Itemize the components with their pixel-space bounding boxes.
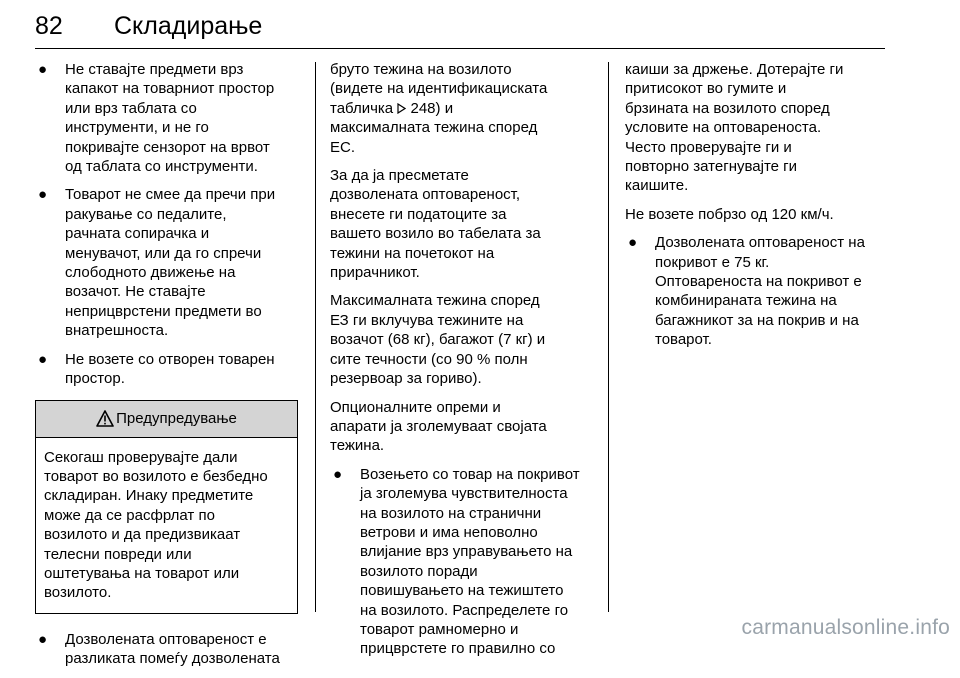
bullet-dot-icon: ● <box>38 186 48 204</box>
column-2 <box>330 60 592 668</box>
list-item <box>35 60 298 176</box>
header-rule <box>35 48 885 49</box>
paragraph: бруто тежина на возилото (видете на идентификациската табличка 248) и максималната тежина според ЕС. <box>330 61 548 156</box>
watermark: carmanualsonline.info <box>741 616 950 639</box>
page-reference[interactable]: 248) и <box>410 99 454 117</box>
paragraph: каиши за држење. Дотерајте ги притисокот во гумите и брзината на возилото според условите на оптовареноста. Често проверувајте ги и повторно затегнувајте ги каишите. <box>625 61 844 195</box>
list-item <box>625 233 887 349</box>
column-1 <box>35 60 298 678</box>
list-item <box>330 465 592 659</box>
bullet-text: Не возете со отворен товарен простор. <box>65 350 275 388</box>
warning-body: Секогаш проверувајте дали товарот во возилото е безбедно складиран. Инаку предметите може да се расфрлат по возилото и да предизвикаат телесни повреди или оштетувања на товарот или возилото. <box>44 448 268 602</box>
list-item <box>35 185 298 340</box>
page-number: 82 <box>35 12 63 40</box>
column-divider <box>315 62 316 612</box>
paragraph: За да ја пресметате дозволената оптовареност, внесете ги податоците за вашето возило во табелата за тежини на почетокот на прирачникот. <box>330 167 541 282</box>
warning-box <box>35 400 298 614</box>
column-divider <box>608 62 609 612</box>
paragraph: Не возете побрзо од 120 км/ч. <box>625 205 834 223</box>
warning-triangle-icon <box>96 410 114 427</box>
list-item <box>35 630 298 669</box>
reference-arrow-icon[interactable] <box>397 103 406 114</box>
bullet-dot-icon: ● <box>628 234 638 252</box>
warning-header <box>36 401 297 438</box>
bullet-dot-icon: ● <box>38 630 48 648</box>
column-3 <box>625 60 887 359</box>
bullet-text: Дозволената оптовареност на покривот е 75 кг. Оптовареноста на покривот е комбинираната тежина на багажникот за на покрив и на товарот. <box>655 234 865 349</box>
chapter-title: Складирање <box>114 12 263 40</box>
warning-title: Предупредување <box>116 409 237 427</box>
bullet-dot-icon: ● <box>38 61 48 78</box>
list-item <box>35 350 298 389</box>
paragraph: Опционалните опреми и апарати ја зголемуваат својата тежина. <box>330 398 547 455</box>
bullet-text: Товарот не смее да пречи при ракување со педалите, рачната сопирачка и менувачот, или да го спречи слободното движење на возачот. Не ставајте неприцврстени предмети во внатрешноста. <box>65 186 276 340</box>
bullet-text: Дозволената оптовареност е разликата помеѓу дозволената <box>65 630 280 668</box>
bullet-dot-icon: ● <box>38 350 48 368</box>
paragraph: Максималната тежина според ЕЗ ги вклучува тежините на возачот (68 кг), багажот (7 кг) и сите течности (со 90 % полн резервоар за гориво). <box>330 292 546 388</box>
bullet-text: Возењето со товар на покривот ја зголемува чувствителноста на возилото на странични ветрови и има неповолно влијание врз управувањето на возилото поради повишувањето на тежиштето на возилото. Распределете го товарот рамномерно и прицврстете го правилно со <box>360 465 580 658</box>
bullet-dot-icon: ● <box>333 465 343 483</box>
page-header <box>35 6 885 46</box>
bullet-text: Не ставајте предмети врз капакот на товарниот простор или врз таблата со инструменти, и не го покривајте сензорот на врвот од таблата со инструменти. <box>65 61 275 176</box>
